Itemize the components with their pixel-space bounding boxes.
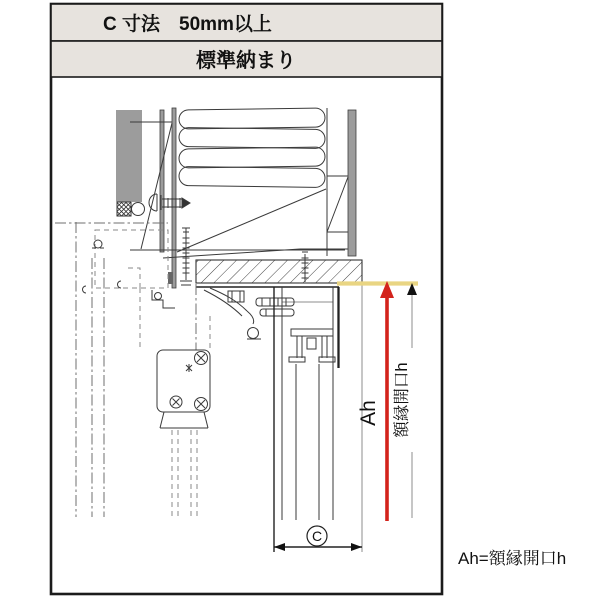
shutter-assembly	[55, 222, 210, 517]
title-block	[51, 4, 442, 77]
drawing-border	[51, 4, 442, 594]
interlock-mechanism	[204, 288, 294, 339]
hanger-bracket	[289, 329, 335, 362]
title-dimension-text: C 寸法 50mm以上	[103, 14, 272, 35]
roller-screws	[170, 352, 208, 411]
width-dimension	[274, 526, 362, 551]
frame-verticals	[274, 283, 362, 552]
formula-footnote: Ah=額縁開口h	[458, 549, 567, 568]
title-standard-text: 標準納まり	[196, 50, 296, 72]
label-opening-height: 額縁開口h	[393, 362, 411, 438]
insulation-batts	[179, 108, 327, 256]
siding-section	[117, 110, 141, 202]
red-height-arrow	[380, 281, 394, 521]
label-ah: Ah	[357, 400, 380, 426]
sealant-bead	[132, 203, 145, 216]
horizontal-screw	[149, 194, 190, 211]
label-c: C	[311, 528, 323, 544]
backer-rod-hatch	[117, 202, 131, 216]
lintel-hatch	[196, 260, 362, 283]
